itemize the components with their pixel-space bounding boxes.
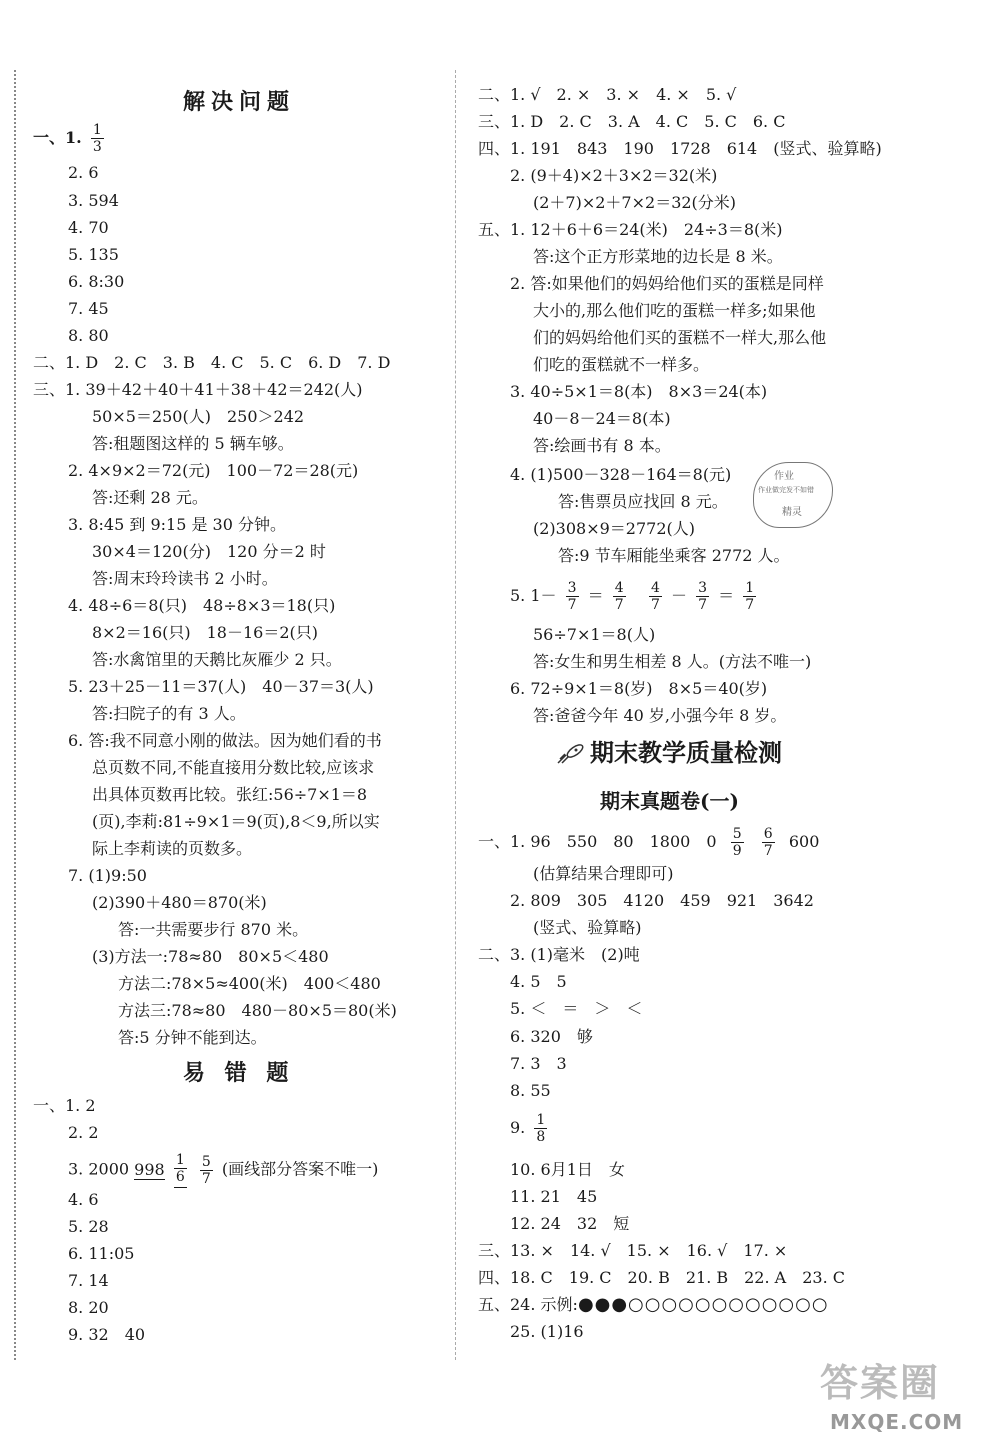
answer-line: 方法三:78≈80 480－80×5＝80(米)	[118, 1001, 397, 1020]
fraction: $\frac{5}{9}$	[732, 826, 742, 859]
answer-line: 9. $\frac{1}{8}$	[510, 1112, 546, 1145]
final-exam-banner: 期末教学质量检测	[556, 733, 782, 768]
answer-line: 30×4＝120(分) 120 分＝2 时	[92, 542, 326, 561]
site-watermark: 答案圈 MXQE.COM	[820, 1361, 964, 1434]
answer-line: 3. 8:45 到 9:15 是 30 分钟。	[68, 515, 287, 534]
answer-line: 8. 20	[68, 1298, 109, 1317]
answer-line: 四、18. C 19. C 20. B 21. B 22. A 23. C	[478, 1268, 845, 1287]
answer-line: 一、1. 96 550 80 1800 0 $\frac{5}{9}$ $\frac{6}{7}$ 600	[478, 826, 820, 859]
answer-line: 出具体页数再比较。张红:56÷7×1＝8	[92, 785, 368, 804]
answer-line: 答:周末玲玲读书 2 小时。	[92, 569, 278, 588]
answer-line: 2. 6	[68, 163, 99, 182]
answer-line: 5. 135	[68, 245, 119, 264]
column-divider	[455, 70, 456, 1360]
answer-line: (页),李莉:81÷9×1＝9(页),8＜9,所以实	[92, 812, 380, 831]
answer-line: 4. (1)500－328－164＝8(元)	[510, 465, 732, 484]
fraction: $\frac{1}{8}$	[536, 1112, 546, 1145]
answer-line: 答:租题图这样的 5 辆车够。	[92, 434, 294, 453]
answer-line: 6. 11:05	[68, 1244, 135, 1263]
answer-line: 五、1. 12＋6＋6＝24(米) 24÷3＝8(米)	[478, 220, 783, 239]
answer-line: 答:扫院子的有 3 人。	[92, 704, 246, 723]
answer-line: 答:爸爸今年 40 岁,小强今年 8 岁。	[533, 706, 787, 725]
fraction: $\frac{6}{7}$	[763, 826, 773, 859]
answer-line: 二、1. D 2. C 3. B 4. C 5. C 6. D 7. D	[33, 353, 391, 372]
answer-line: 40－8－24＝8(本)	[533, 409, 671, 428]
circle-pattern: ●●●○○○○○○○○○○○○	[577, 1294, 829, 1315]
section-title-solve-problems: 解决问题	[183, 89, 296, 115]
answer-line: 2. 4×9×2＝72(元) 100－72＝28(元)	[68, 461, 359, 480]
answer-line: 答:还剩 28 元。	[92, 488, 208, 507]
answer-line: 7. 14	[68, 1271, 109, 1290]
answer-line: 大小的,那么他们吃的蛋糕一样多;如果他	[533, 301, 816, 320]
answer-line: (2)390＋480＝870(米)	[92, 893, 267, 912]
answer-line: 6. 320 够	[510, 1027, 593, 1046]
answer-line: 25. (1)16	[510, 1322, 584, 1341]
fraction: $\frac{5}{7}$	[201, 1153, 211, 1187]
answer-line: (3)方法一:78≈80 80×5＜480	[92, 947, 329, 966]
fraction: $\frac{4}{7}$	[614, 580, 624, 613]
answer-line: 50×5＝250(人) 250＞242	[92, 407, 305, 426]
answer-line: 三、13. × 14. √ 15. × 16. √ 17. ×	[478, 1241, 788, 1260]
answer-line: 4. 48÷6＝8(只) 48÷8×3＝18(只)	[68, 596, 336, 615]
fraction: $\frac{4}{7}$	[650, 580, 660, 613]
answer-line: 12. 24 32 短	[510, 1214, 630, 1233]
answer-line: 7. (1)9:50	[68, 866, 147, 885]
fraction: $\frac{3}{7}$	[698, 580, 707, 613]
answer-line: 四、1. 191 843 190 1728 614 (竖式、验算略)	[478, 139, 882, 158]
answer-line: 5. 1－ $\frac{3}{7}$ ＝ $\frac{4}{7}$ $\frac{4}{7}$ － $\frac{3}{7}$ ＝ $\frac{1}{7}$	[510, 580, 755, 613]
answer-line: 6. 8:30	[68, 272, 125, 291]
answer-line: 3. 40÷5×1＝8(本) 8×3＝24(本)	[510, 382, 768, 401]
answer-line: 们吃的蛋糕就不一样多。	[533, 355, 710, 374]
fraction: $\frac{1}{3}$	[92, 122, 102, 155]
rocket-icon	[556, 743, 586, 765]
homework-stamp: 作业 作业做完发不如错 精灵	[753, 462, 833, 528]
answer-line: 答:一共需要步行 870 米。	[118, 920, 309, 939]
answer-line: 8. 80	[68, 326, 109, 345]
answer-line: 10. 6月1日 女	[510, 1160, 625, 1179]
answer-line: 一、1. $\frac{1}{3}$	[33, 122, 102, 155]
fraction: $\frac{1}{7}$	[745, 580, 755, 613]
answer-line: 答:绘画书有 8 本。	[533, 436, 671, 455]
answer-line: 二、3. (1)毫米 (2)吨	[478, 945, 640, 964]
answer-line: 8×2＝16(只) 18－16＝2(只)	[92, 623, 318, 642]
margin-dotted-line	[14, 70, 16, 1360]
answer-line: 三、1. 39＋42＋40＋41＋38＋42＝242(人)	[33, 380, 363, 399]
fraction: $\frac{3}{7}$	[567, 580, 577, 613]
answer-line: 6. 答:我不同意小刚的做法。因为她们看的书	[68, 731, 382, 750]
answer-line: 4. 6	[68, 1190, 99, 1209]
answer-line: 答:5 分钟不能到达。	[118, 1028, 267, 1047]
answer-line: (竖式、验算略)	[533, 918, 642, 937]
answer-line: 们的妈妈给他们买的蛋糕不一样大,那么他	[533, 328, 827, 347]
answer-line: 8. 55	[510, 1081, 551, 1100]
answer-line: 56÷7×1＝8(人)	[533, 625, 656, 644]
answer-line: 答:9 节车厢能坐乘客 2772 人。	[558, 546, 790, 565]
answer-line: 7. 45	[68, 299, 109, 318]
answer-line: 7. 3 3	[510, 1054, 567, 1073]
answer-line: 一、1. 2	[33, 1096, 96, 1115]
answer-line: 9. 32 40	[68, 1325, 146, 1344]
answer-line: 2. 2	[68, 1123, 99, 1142]
answer-line: (2)308×9＝2772(人)	[533, 519, 695, 538]
answer-line: 答:这个正方形菜地的边长是 8 米。	[533, 247, 783, 266]
answer-line: 方法二:78×5≈400(米) 400＜480	[118, 974, 381, 993]
section-title-error-prone: 易 错 题	[183, 1060, 295, 1086]
answer-line: 2. 答:如果他们的妈妈给他们买的蛋糕是同样	[510, 274, 824, 293]
answer-line: 五、24. 示例:●●●○○○○○○○○○○○○	[478, 1294, 829, 1315]
answer-line: 4. 5 5	[510, 972, 567, 991]
answer-line: 三、1. D 2. C 3. A 4. C 5. C 6. C	[478, 112, 786, 131]
answer-line: 二、1. √ 2. × 3. × 4. × 5. √	[478, 85, 737, 104]
answer-line: (估算结果合理即可)	[533, 864, 674, 883]
answer-line: 6. 72÷9×1＝8(岁) 8×5＝40(岁)	[510, 679, 768, 698]
fraction: $\frac{1}{6}$	[174, 1152, 187, 1188]
answer-line: 5. 28	[68, 1217, 109, 1236]
answer-line: 答:售票员应找回 8 元。	[558, 492, 728, 511]
answer-line: 答:水禽馆里的天鹅比灰雁少 2 只。	[92, 650, 342, 669]
answer-line: 5. 23＋25－11＝37(人) 40－37＝3(人)	[68, 677, 374, 696]
answer-line: 答:女生和男生相差 8 人。(方法不唯一)	[533, 652, 812, 671]
answer-line: 4. 70	[68, 218, 109, 237]
answer-line: 5. ＜ ＝ ＞ ＜	[510, 999, 643, 1018]
answer-line: 3. 594	[68, 191, 119, 210]
exam-paper-title: 期末真题卷(一)	[600, 789, 739, 813]
answer-line: 3. 2000 998 $\frac{1}{6}$ $\frac{5}{7}$ (画线部分答案不唯一)	[68, 1152, 379, 1187]
answer-line: 际上李莉读的页数多。	[92, 839, 253, 858]
answer-line: (2＋7)×2＋7×2＝32(分米)	[533, 193, 737, 212]
answer-line: 总页数不同,不能直接用分数比较,应该求	[92, 758, 375, 777]
answer-line: 2. 809 305 4120 459 921 3642	[510, 891, 814, 910]
answer-line: 2. (9＋4)×2＋3×2＝32(米)	[510, 166, 718, 185]
answer-line: 11. 21 45	[510, 1187, 598, 1206]
